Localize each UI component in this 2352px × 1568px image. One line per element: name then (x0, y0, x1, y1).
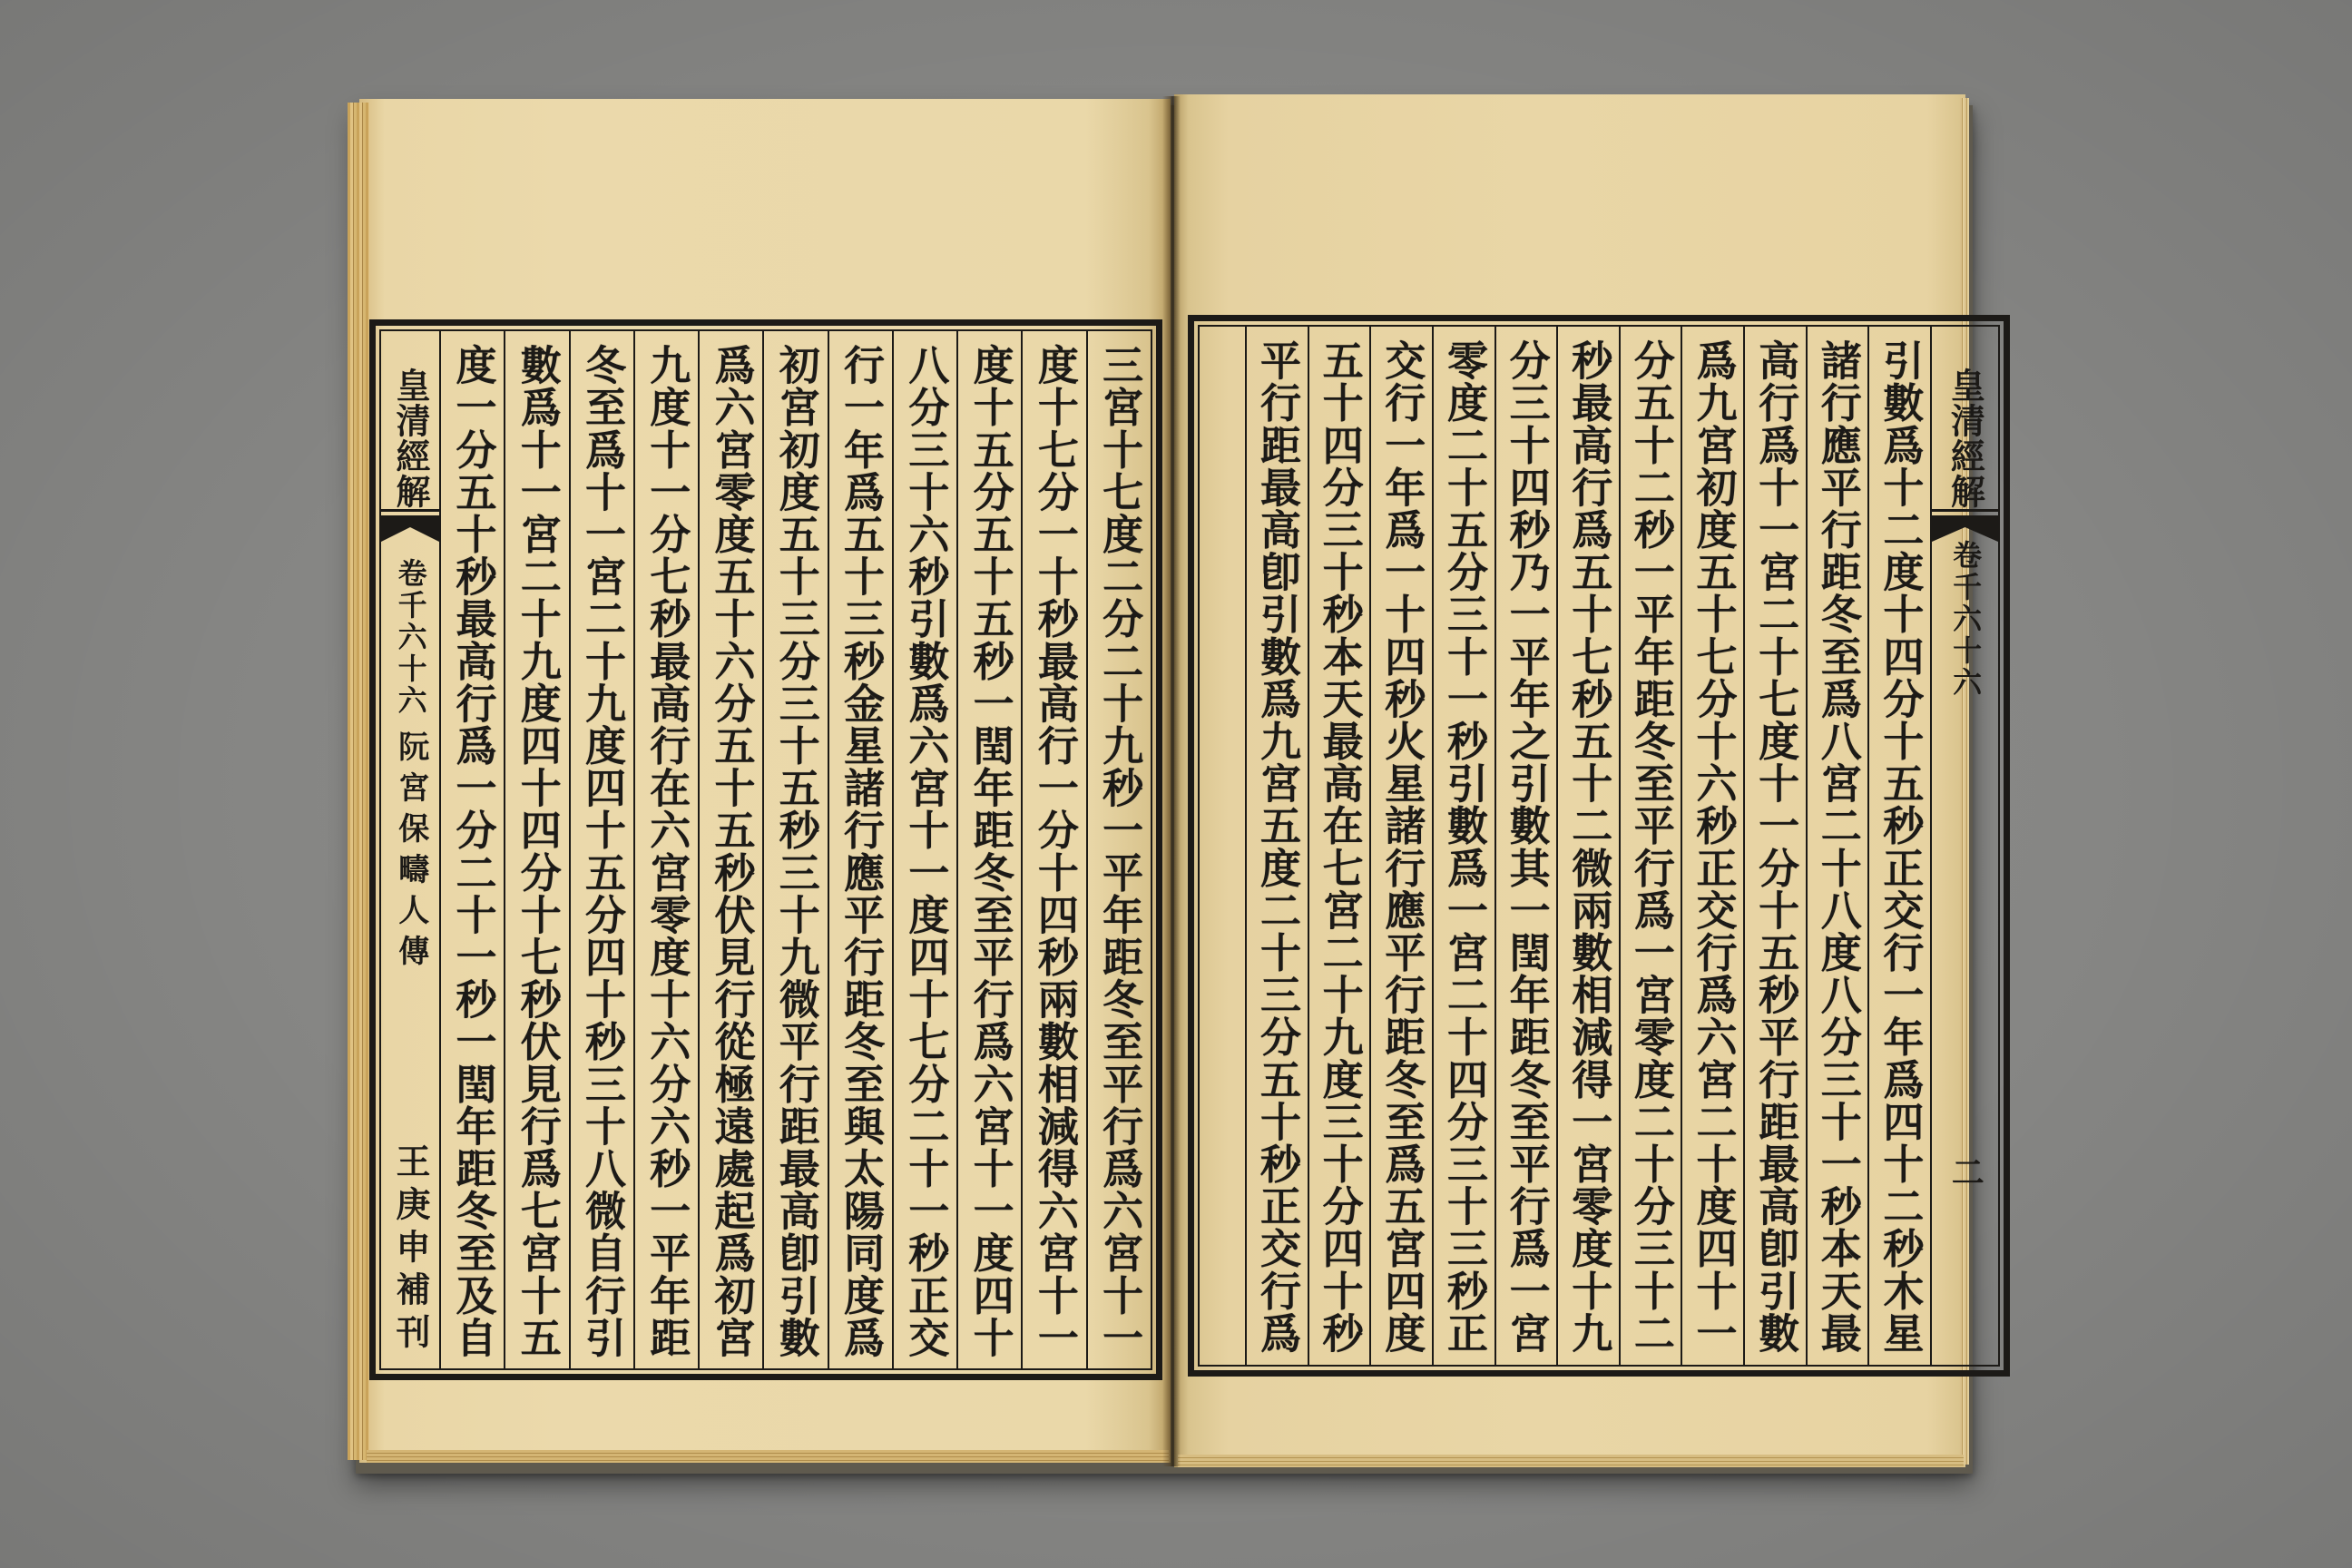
text-column (1369, 327, 1432, 1365)
text-column (1806, 327, 1868, 1365)
column-text: 九度十一分七秒最高行在六宮零度十六分六秒一平年距 (642, 344, 691, 1359)
left-page-margin (381, 331, 439, 1368)
text-column (1432, 327, 1494, 1365)
text-column (569, 331, 633, 1368)
text-column (1681, 327, 1743, 1365)
right-page-columns (1198, 325, 2000, 1367)
book-spine (1162, 96, 1181, 1466)
margin-page-number: 二 (1946, 1155, 1985, 1188)
column-text: 五十四分三十秒本天最高在七宮二十九度三十分四十秒 (1315, 339, 1364, 1355)
right-page-text-frame (1188, 315, 2010, 1377)
text-column (698, 331, 762, 1368)
margin-chapter-title: 阮宮保疇人傳 (392, 730, 429, 975)
text-column (633, 331, 698, 1368)
text-column (504, 331, 568, 1368)
column-text: 三宮十七度二分二十九秒一平年距冬至平行爲六宮十一 (1095, 344, 1144, 1359)
right-page-frame-clip (1188, 315, 1986, 1377)
text-column (1556, 327, 1619, 1365)
column-text: 交行一年爲一十四秒火星諸行應平行距冬至爲五宮四度 (1377, 339, 1426, 1355)
left-bottom-page-edges (367, 1450, 1169, 1463)
column-text: 分五十二秒一平年距冬至平行爲一宮零度二十分三十二 (1626, 339, 1675, 1355)
text-column (762, 331, 827, 1368)
margin-volume: 卷千六十六 (1948, 540, 1984, 699)
column-text: 秒最高行爲五十七秒五十二微兩數相減得一宮零度十九 (1564, 339, 1613, 1355)
text-column (892, 331, 956, 1368)
text-column (1308, 327, 1370, 1365)
left-page-columns (379, 329, 1152, 1370)
margin-book-title: 皇清經解 (1945, 368, 1986, 509)
column-text: 分三十四秒乃一平年之引數其一閏年距冬至平行爲一宮 (1502, 339, 1551, 1355)
column-text: 爲六宮零度五十六分五十五秒伏見行從極遠處起爲初宮 (707, 344, 756, 1359)
text-column (1867, 327, 1930, 1365)
column-text: 零度二十五分三十一秒引數爲一宮二十四分三十三秒正 (1439, 339, 1488, 1355)
right-page-margin (1930, 327, 1998, 1365)
margin-imprint: 王庚申補刊 (389, 1143, 431, 1357)
text-column (1245, 327, 1308, 1365)
column-text: 度十五分五十五秒一閏年距冬至平行爲六宮十一度四十 (965, 344, 1014, 1359)
column-text: 數爲十一宮二十九度四十四分十七秒伏見行爲七宮十五 (513, 344, 562, 1359)
text-column (956, 331, 1021, 1368)
right-bottom-page-edges (1178, 1455, 1964, 1467)
column-text: 冬至爲十一宮二十九度四十五分四十秒三十八微自行引 (577, 344, 626, 1359)
text-column (1743, 327, 1806, 1365)
column-text: 度一分五十秒最高行爲一分二十一秒一閏年距冬至及自 (448, 344, 497, 1359)
left-page-edges (348, 103, 369, 1460)
margin-volume: 卷千六十六 (393, 558, 428, 717)
fishtail-ornament (381, 507, 439, 551)
column-text: 度十七分一十秒最高行一分十四秒兩數相減得六宮十一 (1030, 344, 1079, 1359)
column-text: 高行爲十一宮二十七度十一分十五秒平行距最高卽引數 (1751, 339, 1800, 1355)
column-text: 初宮初度五十三分三十五秒三十九微平行距最高卽引數 (771, 344, 820, 1359)
column-text: 八分三十六秒引數爲六宮十一度四十七分二十一秒正交 (901, 344, 950, 1359)
text-column (1021, 331, 1085, 1368)
margin-book-title: 皇清經解 (389, 368, 431, 509)
column-text: 爲九宮初度五十七分十六秒正交行爲六宮二十度四十一 (1689, 339, 1738, 1355)
column-text: 行一年爲五十三秒金星諸行應平行距冬至與太陽同度爲 (837, 344, 886, 1359)
column-text: 諸行應平行距冬至爲八宮二十八度八分三十一秒本天最 (1813, 339, 1862, 1355)
text-column (1619, 327, 1681, 1365)
text-column (1086, 331, 1151, 1368)
column-text: 引數爲十二度十四分十五秒正交行一年爲四十二秒木星 (1876, 339, 1925, 1355)
column-text: 平行距最高卽引數爲九宮五度二十三分五十秒正交行爲 (1253, 339, 1302, 1355)
text-column (1494, 327, 1557, 1365)
text-column (828, 331, 892, 1368)
left-page-text-frame (369, 319, 1162, 1380)
text-column (439, 331, 504, 1368)
blank-column (1200, 327, 1245, 1365)
